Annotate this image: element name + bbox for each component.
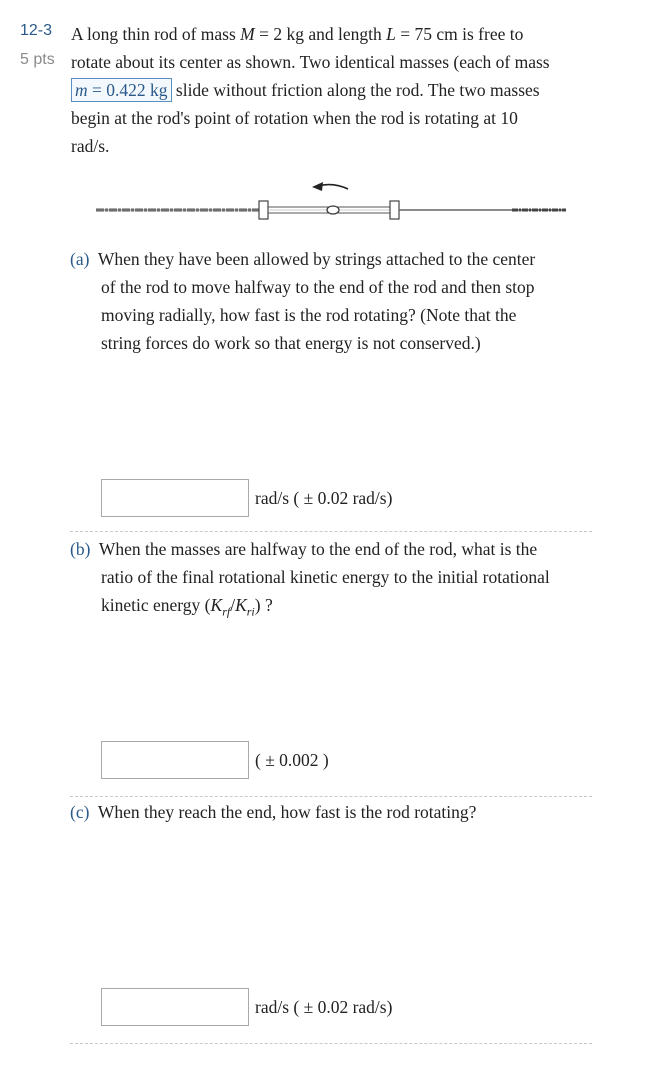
variable-L: L (386, 24, 396, 44)
part-b-text: ) ? (254, 595, 273, 615)
part-b-unit: ( ± 0.002 ) (255, 750, 329, 770)
mass-value-highlight[interactable] (71, 78, 172, 102)
intro-text: = 2 kg and length (254, 24, 387, 44)
part-b-line-1 (70, 535, 537, 563)
right-mass (390, 201, 399, 219)
left-mass (259, 201, 268, 219)
part-b-line-2: ratio of the final rotational kinetic energy to the initial rotational (101, 567, 550, 587)
part-c-text: When they reach the end, how fast is the rod rotating? (97, 802, 477, 822)
rod-figure (92, 178, 570, 224)
part-c-line-1 (70, 798, 476, 826)
intro-line-4: begin at the rod's point of rotation when the rod is rotating at 10 (71, 108, 518, 128)
part-c-answer-input[interactable] (101, 988, 249, 1026)
intro-text: slide without friction along the rod. The two masses (171, 80, 540, 100)
variable-K: K (210, 595, 223, 615)
divider (70, 796, 592, 797)
fraction-slash: / (230, 595, 236, 615)
part-a-answer-input[interactable] (101, 479, 249, 517)
part-a-line-2: of the rod to move halfway to the end of the rod and then stop (101, 277, 535, 297)
variable-K: K (235, 595, 247, 615)
intro-line-3 (71, 76, 540, 104)
part-a-text: When they have been allowed by strings attached to the center (97, 249, 536, 269)
part-a-line-4: string forces do work so that energy is not conserved.) (101, 333, 481, 353)
intro-line-5: rad/s. (71, 136, 110, 156)
part-b-line-3 (101, 591, 273, 626)
variable-m: m (75, 80, 88, 100)
part-c-label: (c) (70, 802, 90, 822)
part-b-answer-input[interactable] (101, 741, 249, 779)
intro-line-2: rotate about its center as shown. Two identical masses (each of mass (71, 52, 550, 72)
part-c-unit: rad/s ( ± 0.02 rad/s) (255, 997, 393, 1017)
intro-line-1 (71, 20, 523, 48)
intro-text: = 75 cm is free to (395, 24, 524, 44)
subscript-ri: ri (246, 604, 255, 619)
part-b-text: When the masses are halfway to the end of the rod, what is the (98, 539, 538, 559)
problem-number: 12-3 (20, 22, 53, 39)
pivot-point (327, 206, 339, 214)
mass-value: = 0.422 kg (87, 80, 168, 100)
problem-points: 5 pts (20, 51, 55, 68)
subscript-rf: rf (222, 604, 231, 619)
part-a-line-1 (70, 245, 535, 273)
variable-M: M (240, 24, 255, 44)
part-b-text: kinetic energy ( (101, 595, 211, 615)
part-a-line-3: moving radially, how fast is the rod rotating? (Note that the (101, 305, 517, 325)
divider (70, 1043, 592, 1044)
part-a-label: (a) (70, 249, 90, 269)
part-a-unit: rad/s ( ± 0.02 rad/s) (255, 488, 393, 508)
part-b-label: (b) (70, 539, 91, 559)
intro-text: A long thin rod of mass (71, 24, 241, 44)
divider (70, 531, 592, 532)
